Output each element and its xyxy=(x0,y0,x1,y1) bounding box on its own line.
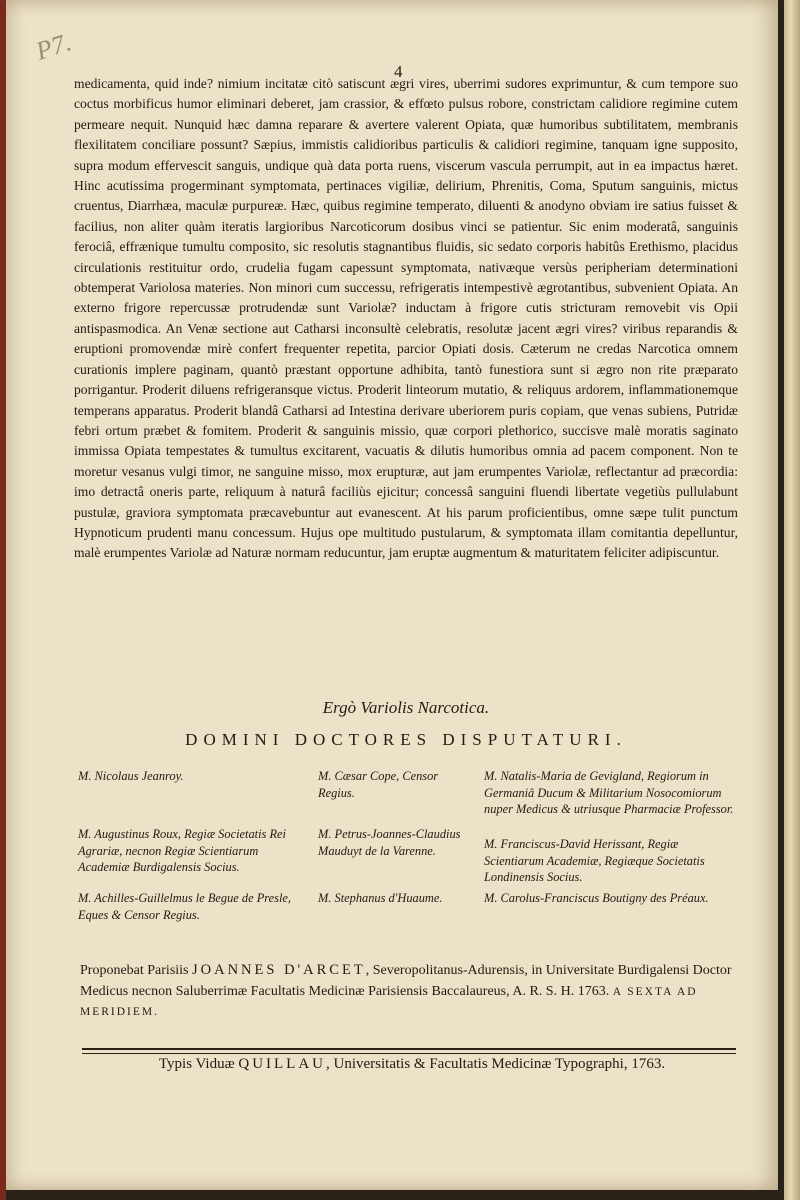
doctor-entry: M. Petrus-Joannes-Claudius Mauduyt de la Varenne. xyxy=(318,827,461,858)
doctor-entry: M. Natalis-Maria de Gevigland, Regiorum in Germaniâ Ducum & Militarium Nosocomiorum nuper Medicus & utriusque Pharmaciæ Professor. xyxy=(484,769,734,816)
page-number: 4 xyxy=(394,62,403,81)
doctor-entry: M. Franciscus-David Herissant, Regiæ Scientiarum Academiæ, Regiæque Societatis Londinensis Socius. xyxy=(484,837,705,884)
proponebat-statement xyxy=(80,960,740,1023)
disputaturi-heading: DOMINI DOCTORES DISPUTATURI. xyxy=(185,730,627,749)
imprint-details: , Universitatis & Facultatis Medicinæ Typographi, 1763. xyxy=(326,1056,666,1072)
disputation-time: A SEXTA AD MERIDIEM. xyxy=(80,985,698,1018)
document-page xyxy=(6,0,778,1190)
printer-imprint xyxy=(82,1056,742,1073)
thesis-body-text: medicamenta, quid inde? nimium incitatæ citò satiscunt ægri vires, uberrimi sudores exprimuntur, & cum tempore suo coctus morbificus humor eliminari deberet, jam crassior, & effœto pulsus robore, constrictam calidiore regimine cutem permeare nequit. Nunquid hæc damna reparare & avertere valerent Opiata, quæ humoribus subtilitatem, membranis flexilitatem conciliare possunt? Sæpius, immistis calidioribus particulis & calidiori regimine, tanquam igne supposito, supra modum effervescit sanguis, undique quà data porta ruens, viscerum vascula perrumpit, aut in ea impactus hæret. Hinc acutissima progerminant symptomata, pertinaces vigiliæ, delirium, Phrenitis, Coma, Sputum sanguinis, mictus cruentus, Diarrhæa, maculæ purpureæ. Hæc, quibus regimine temperato, diluenti & anodyno obviam ire satius fuisset & facilius, non aliter quàm iteratis largioribus Narcoticorum dosibus vinci se patientur. Sic enim moderatâ, sanguinis ferociâ, effrænique tumultu composito, sic resolutis stagnantibus fluidis, sic sedato corporis habitûs Erethismo, placidus circulationis restituitur ordo, crudelia fugam capessunt symptomata, nativæque versùs peripheriam determinationi obtemperat Variolosa materies. Non minori cum successu, refrigeratis intempestivè ægrotantibus, subvenient Opiata. An externo frigore repercussæ protrudendæ sunt Variolæ? inductam à frigore cutis stricturam removebit vis Opii antispasmodica. An Venæ sectione aut Catharsi inconsultè celebratis, resolutæ jacent ægri vires? viribus reparandis & eruptioni promovendæ mirè confert frequenter repetita, parcior Opiati dosis. Cæterum ne credas Narcotica omnem curationis implere paginam, quantò præstant opportune adhibita, tantò funestiora sunt si ægro non rite præparato porrigantur. Proderit diluens refrigeransque victus. Proderit linteorum mutatio, & reliquus ardorem, inflammationemque temperans apparatus. Proderit blandâ Catharsi ad Intestina derivare uberiorem puris copiam, que venas subiens, Putridæ febri ortum præbet & fomitem. Proderit & sanguinis missio, quæ corpori plethorico, succisve malè moratis saginato immissa Opiata tempestates & tumultus excitarent, vacuatis & dilutis humoribus omnia ad pacem component. Non te moretur vesanus vulgi timor, ne sanguine misso, mox erupturæ, aut jam erumpentes Variolæ, reflectantur ad præcordia: imo detractâ oneris parte, reliquum à naturâ faciliùs ejicitur; concessâ sanguini fluendi libertate vegetiùs pullulabunt pustulæ, graviora symptomata præcavebuntur aut evanescent. At his parum proficientibus, omne sæpe tulit punctum Hypnoticum prudenti manu concessum. Hujus ope multitudo pustularum, & symptomata illam comitantia depelluntur, malè erumpentes Variolæ ad Naturæ normam reducuntur, jam eruptæ augmentum & maturitatem feliciter adipiscuntur. xyxy=(74,76,738,561)
printer-name: QUILLAU xyxy=(238,1056,327,1072)
doctor-entry: M. Nicolaus Jeanroy. xyxy=(78,769,184,783)
doctor-entry: M. Cæsar Cope, Censor Regius. xyxy=(318,769,439,800)
imprint-rule xyxy=(82,1048,736,1050)
proponebat-lead: Proponebat Parisiis xyxy=(80,963,189,978)
manuscript-note: P7. xyxy=(32,27,75,66)
imprint-rule-thin xyxy=(82,1053,736,1054)
doctors-column-1 xyxy=(78,768,308,923)
doctor-entry: M. Carolus-Franciscus Boutigny des Préaux. xyxy=(484,891,709,905)
proponebat-details: , Severopolitanus-Adurensis, in Universitate Burdigalensi Doctor Medicus necnon Saluberrimæ Facultatis Medicinæ Parisiensis Baccalaureus, A. R. S. H. 1763. xyxy=(80,963,732,999)
thesis-conclusion: Ergò Variolis Narcotica. xyxy=(322,698,490,717)
doctor-entry: M. Achilles-Guillelmus le Begue de Presle, Eques & Censor Regius. xyxy=(78,891,291,922)
doctors-column-3 xyxy=(484,768,740,907)
doctor-entry: M. Stephanus d'Huaume. xyxy=(318,891,443,905)
imprint-lead: Typis Viduæ xyxy=(158,1056,235,1072)
page-edge xyxy=(784,0,800,1200)
proponent-name: JOANNES D'ARCET xyxy=(192,962,366,978)
doctors-column-2 xyxy=(318,768,478,907)
doctor-entry: M. Augustinus Roux, Regiæ Societatis Rei Agrariæ, necnon Regiæ Scientiarum Academiæ Burdigalensis Socius. xyxy=(78,827,286,874)
